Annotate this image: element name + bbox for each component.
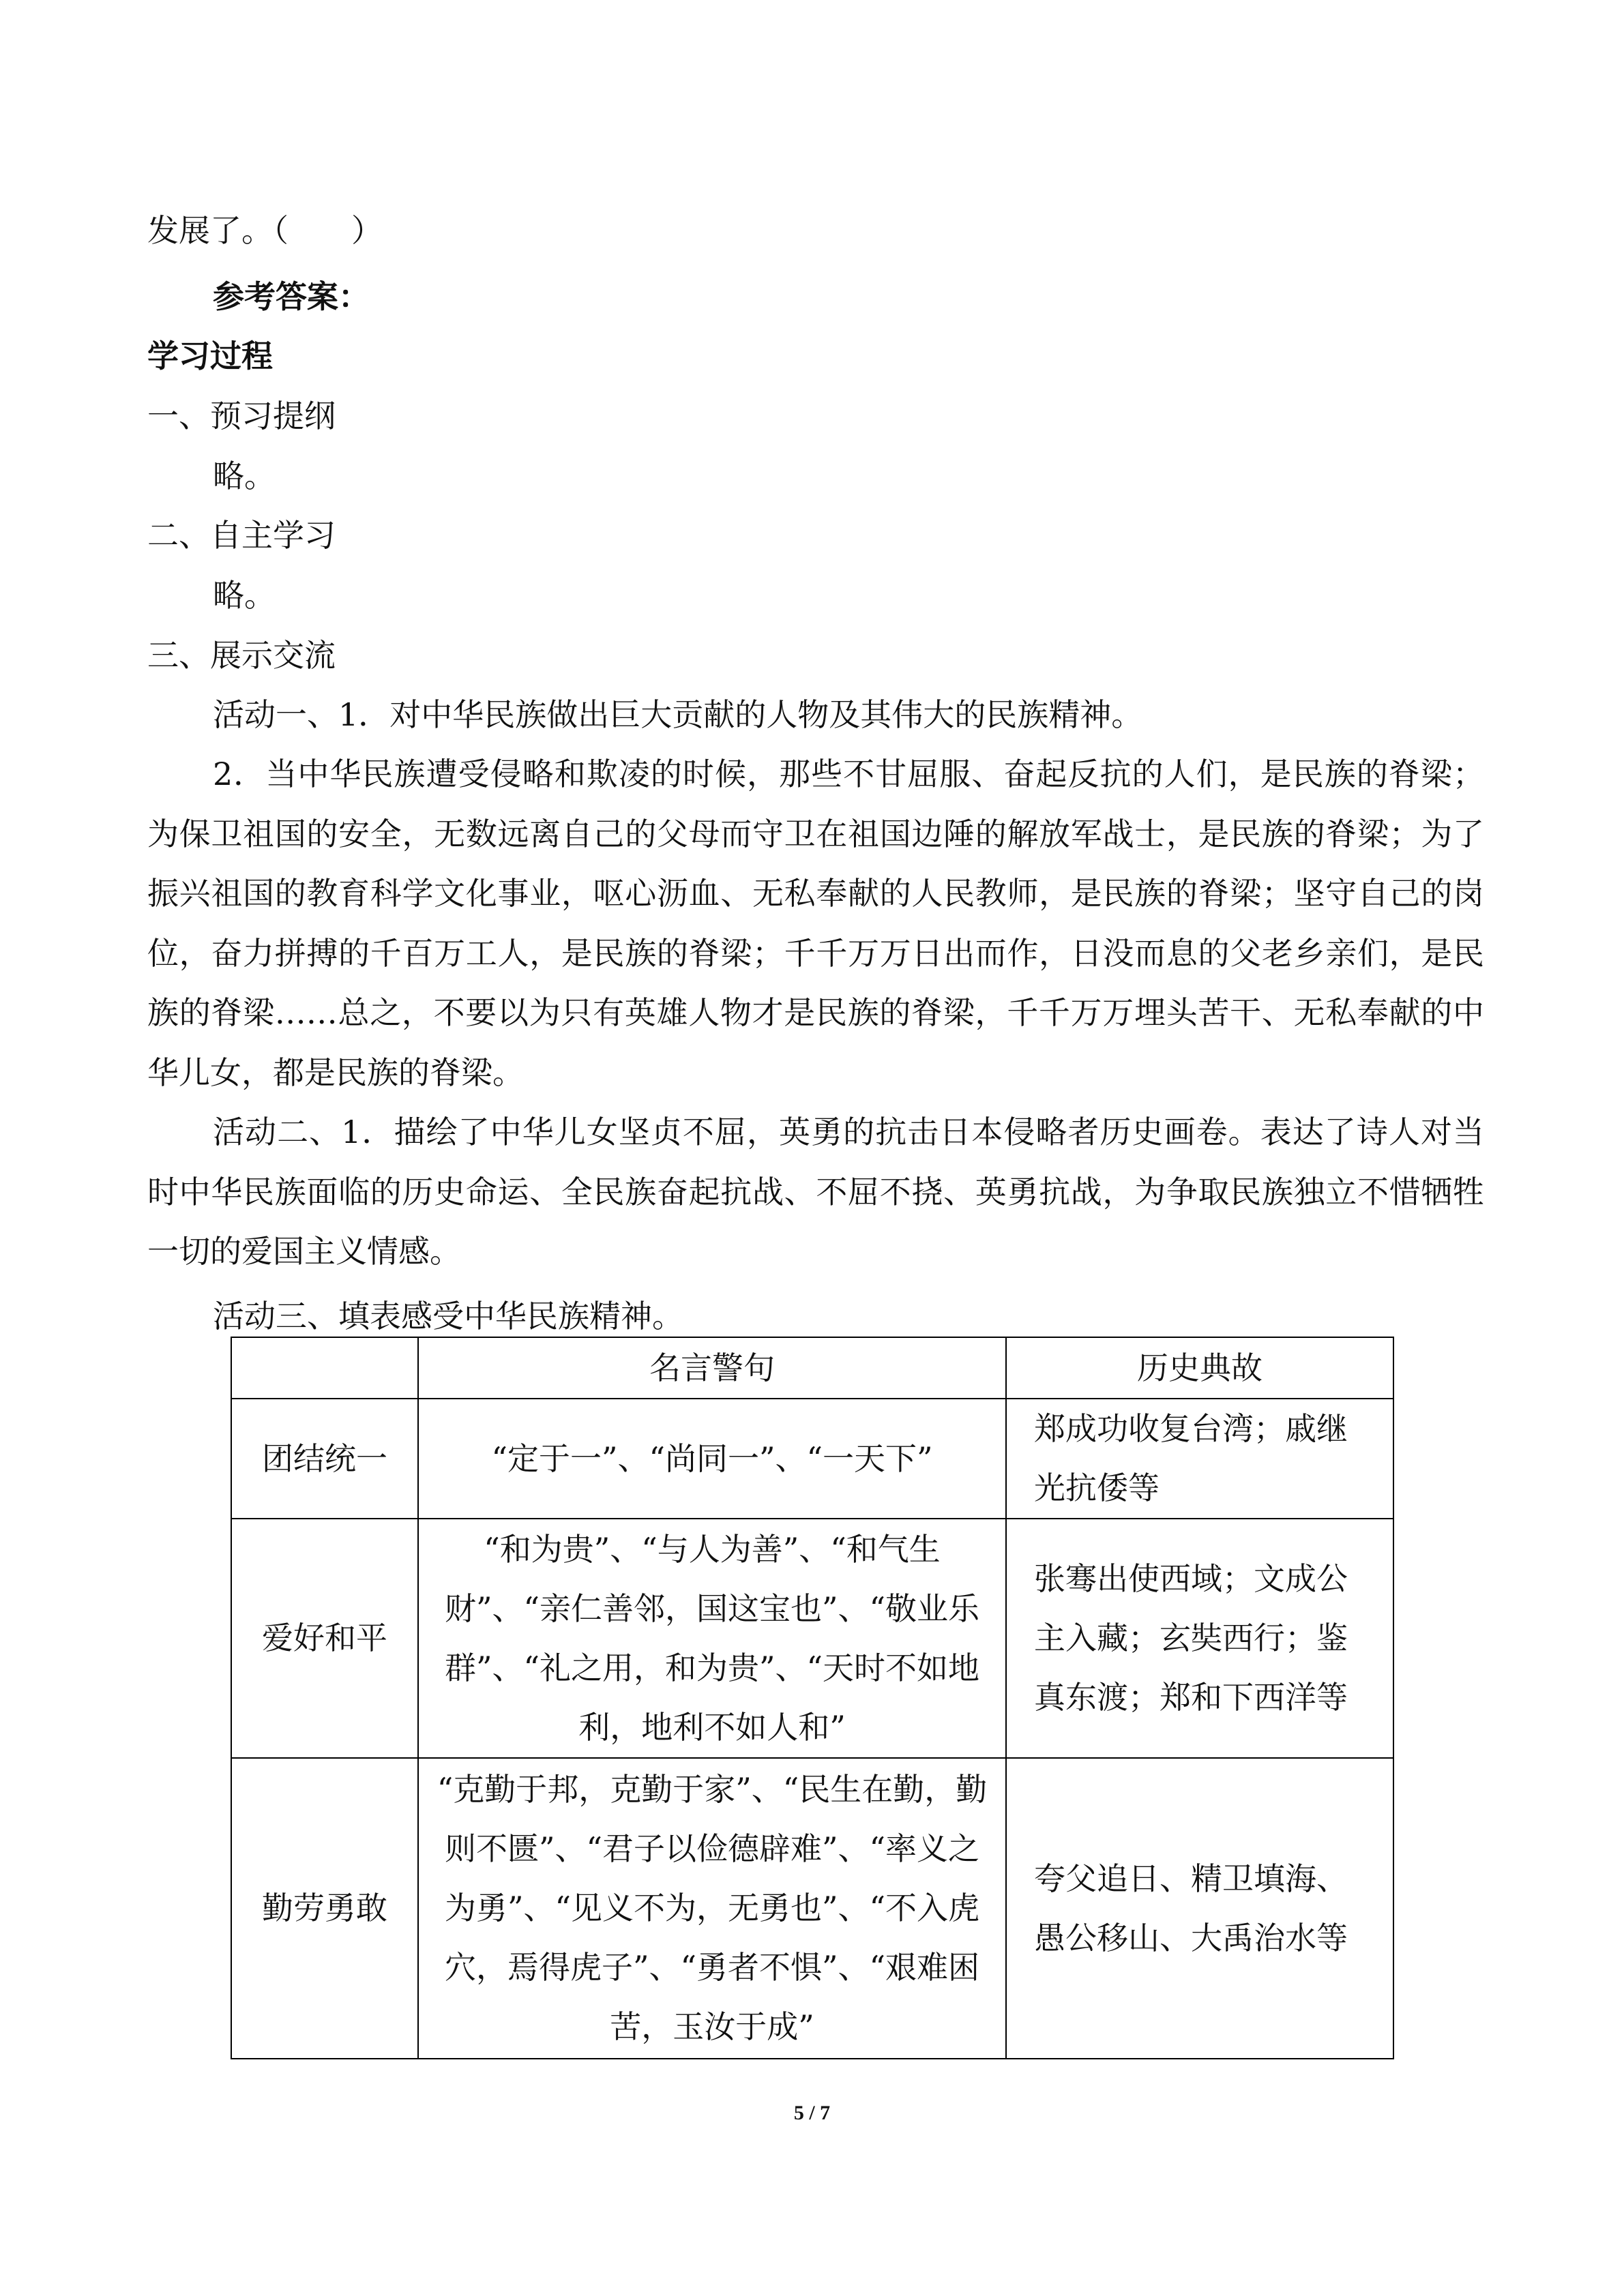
section1-title: 一、预习提纲 <box>147 398 336 434</box>
quotes-cell: “克勤于邦，克勤于家”、“民生在勤，勤则不匮”、“君子以俭德辟难”、“率义之为勇”、“见义不为，无勇也”、“不入虎穴，焉得虎子”、“勇者不惧”、“艰难困苦，玉汝于成” <box>418 1758 1006 2059</box>
table-row <box>231 1758 1393 2059</box>
section3-title: 三、展示交流 <box>147 637 336 674</box>
stories-cell: 郑成功收复台湾；戚继光抗倭等 <box>1006 1399 1393 1519</box>
activity2-item1: 活动二、1．描绘了中华儿女坚贞不屈，英勇的抗击日本侵略者历史画卷。表达了诗人对当时中华民族面临的历史命运、全民族奋起抗战、不屈不挠、英勇抗战，为争取民族独立不惜牺牲一切的爱国主义情感。 <box>147 1114 1484 1270</box>
section2-title: 二、自主学习 <box>147 517 336 554</box>
table-header-stories: 历史典故 <box>1006 1337 1393 1399</box>
activity1-item2: 2．当中华民族遭受侵略和欺凌的时候，那些不甘屈服、奋起反抗的人们，是民族的脊梁；为保卫祖国的安全，无数远离自己的父母而守卫在祖国边陲的解放军战士，是民族的脊梁；为了振兴祖国的教育科学文化事业，呕心沥血、无私奉献的人民教师，是民族的脊梁；坚守自己的岗位，奋力拼搏的千百万工人，是民族的脊梁；千千万万日出而作，日没而息的父老乡亲们，是民族的脊梁……总之，不要以为只有英雄人物才是民族的脊梁，千千万万埋头苦干、无私奉献的中华儿女，都是民族的脊梁。 <box>147 756 1484 1091</box>
national-spirit-table <box>231 1337 1394 2059</box>
table-header-row <box>231 1337 1393 1399</box>
activity1-item1: 活动一、1．对中华民族做出巨大贡献的人物及其伟大的民族精神。 <box>213 696 1143 733</box>
spirit-cell: 勤劳勇敢 <box>231 1758 418 2059</box>
spirit-cell: 团结统一 <box>231 1399 418 1519</box>
stories-cell: 张骞出使西域；文成公主入藏；玄奘西行；鉴真东渡；郑和下西洋等 <box>1006 1519 1393 1758</box>
table-row <box>231 1399 1393 1519</box>
process-heading: 学习过程 <box>147 338 273 374</box>
spirit-cell: 爱好和平 <box>231 1519 418 1758</box>
table-header-empty <box>231 1337 418 1399</box>
table-row <box>231 1519 1393 1758</box>
continuation-line: 发展了。（ ） <box>147 212 383 249</box>
quotes-cell: “和为贵”、“与人为善”、“和气生财”、“亲仁善邻，国这宝也”、“敬业乐群”、“礼之用，和为贵”、“天时不如地利，地利不如人和” <box>418 1519 1006 1758</box>
quotes-cell: “定于一”、“尚同一”、“一天下” <box>418 1399 1006 1519</box>
answer-heading: 参考答案： <box>213 278 370 315</box>
page-number: 5 / 7 <box>793 2102 831 2124</box>
section2-body: 略。 <box>213 577 276 614</box>
section1-body: 略。 <box>213 458 276 494</box>
table-header-quotes: 名言警句 <box>418 1337 1006 1399</box>
activity3-intro: 活动三、填表感受中华民族精神。 <box>213 1298 683 1335</box>
stories-cell: 夸父追日、精卫填海、愚公移山、大禹治水等 <box>1006 1758 1393 2059</box>
